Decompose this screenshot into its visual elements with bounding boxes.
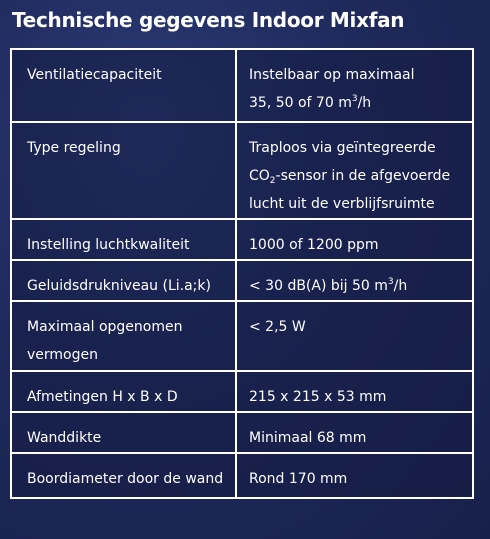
superscript: 3: [387, 277, 394, 287]
value-text: 35, 50 of 70 m: [249, 95, 352, 111]
label-line: vermogen: [27, 347, 98, 363]
row-label: Ventilatiecapaciteit: [11, 49, 236, 122]
row-value: Minimaal 68 mm: [236, 412, 473, 453]
table-row-wall-thickness: [11, 412, 473, 453]
page-title: Technische gegevens Indoor Mixfan: [12, 8, 405, 32]
subscript: 2: [269, 176, 276, 186]
row-value: < 2,5 W: [236, 301, 473, 371]
table-row-bore-diameter: [11, 453, 473, 498]
value-text: -sensor in de afgevoerde: [275, 168, 451, 184]
value-text: CO: [249, 168, 270, 184]
row-label: Type regeling: [11, 122, 236, 219]
value-line: Traploos via geïntegreerde: [249, 140, 436, 156]
row-label: Afmetingen H x B x D: [11, 371, 236, 412]
table-row-air-quality-setting: [11, 219, 473, 260]
label-line: Maximaal opgenomen: [27, 319, 183, 335]
row-label: Boordiameter door de wand: [11, 453, 236, 498]
value-line: lucht uit de verblijfsruimte: [249, 196, 435, 212]
row-label: Instelling luchtkwaliteit: [11, 219, 236, 260]
row-value: Rond 170 mm: [236, 453, 473, 498]
table-row-control-type: [11, 122, 473, 219]
row-label: Wanddikte: [11, 412, 236, 453]
value-text: /h: [357, 95, 372, 111]
row-label: Geluidsdrukniveau (Li.a;k): [11, 260, 236, 301]
value-text: /h: [393, 278, 408, 294]
row-value: 215 x 215 x 53 mm: [236, 371, 473, 412]
value-line: [249, 89, 466, 117]
value-line: Instelbaar op maximaal: [249, 67, 415, 83]
specs-table: [10, 48, 474, 499]
row-value: 1000 of 1200 ppm: [236, 219, 473, 260]
row-value: [236, 260, 473, 301]
value-line: [249, 162, 466, 190]
row-label: [11, 301, 236, 371]
row-value: [236, 49, 473, 122]
table-row-max-power: [11, 301, 473, 371]
table-row-ventilation-capacity: [11, 49, 473, 122]
superscript: 3: [351, 94, 358, 104]
row-value: [236, 122, 473, 219]
value-text: < 30 dB(A) bij 50 m: [249, 278, 388, 294]
table-row-dimensions: [11, 371, 473, 412]
table-row-sound-pressure: [11, 260, 473, 301]
